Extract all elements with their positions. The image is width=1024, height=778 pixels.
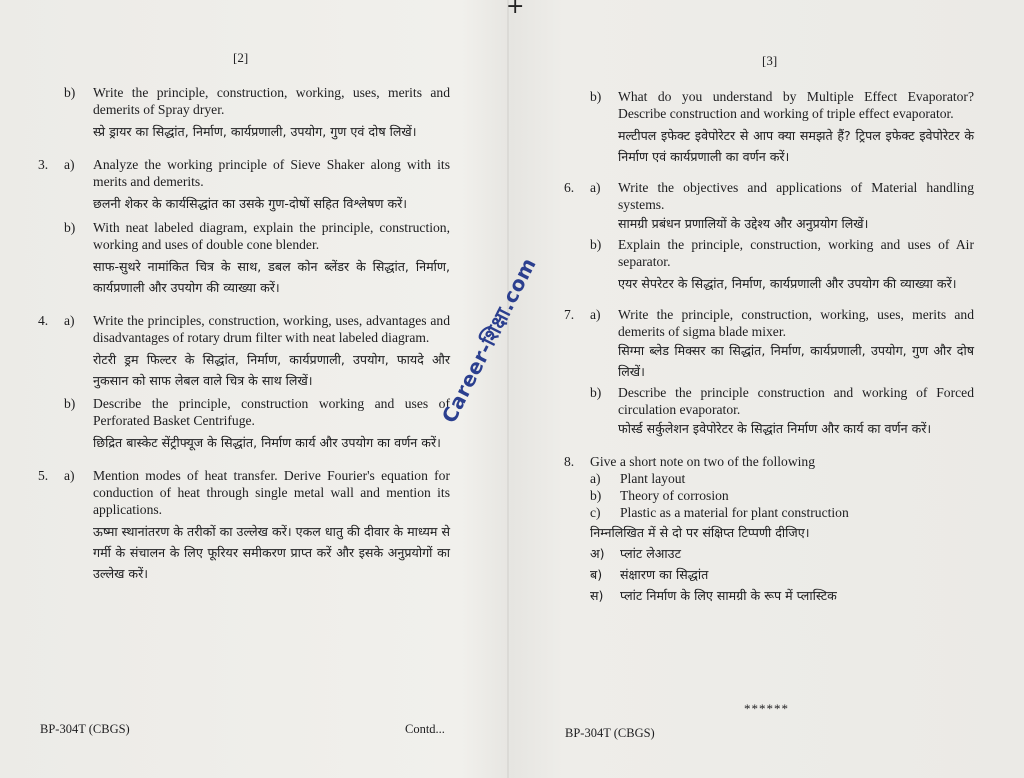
item-text: संक्षारण का सिद्धांत [620, 567, 709, 582]
question-5b [562, 88, 974, 167]
question-text-en: Give a short note on two of the following [590, 454, 816, 469]
question-5a [38, 467, 450, 584]
question-number: 3. [38, 157, 49, 172]
left-footer-contd: Contd... [405, 722, 445, 736]
question-label: b) [590, 89, 602, 104]
question-label: b) [590, 385, 602, 400]
item-label: ब) [590, 567, 603, 582]
list-item [590, 543, 974, 564]
question-text-en: Write the principles, construction, working, uses, advantages and disadvantages of rotary drum filter with neat labeled diagram. [93, 313, 450, 345]
question-text-en: Describe the principle, construction working and uses of Perforated Basket Centrifuge. [93, 396, 450, 428]
question-number: 4. [38, 313, 49, 328]
right-page-number: [3] [762, 53, 778, 68]
question-label: a) [590, 180, 601, 195]
list-item [590, 470, 974, 487]
item-text: Theory of corrosion [620, 488, 729, 503]
list-item [590, 487, 974, 504]
option-list-hi [590, 543, 974, 606]
question-text-hi: सामग्री प्रबंधन प्रणालियों के उद्देश्य और अनुप्रयोग लिखें। [618, 216, 869, 231]
list-item [590, 585, 974, 606]
question-3b [38, 219, 450, 298]
question-number: 8. [564, 454, 575, 469]
question-4b [38, 395, 450, 453]
question-text-en: Describe the principle construction and working of Forced circulation evaporator. [618, 385, 974, 417]
question-7b [562, 384, 974, 439]
question-text-en: Write the objectives and applications of Material handling systems. [618, 180, 974, 212]
question-2b [38, 84, 450, 142]
question-6a [562, 179, 974, 234]
question-number: 7. [564, 307, 575, 322]
question-label: b) [64, 396, 76, 411]
question-text-en: What do you understand by Multiple Effect Evaporator? Describe construction and working of triple effect evaporator. [618, 89, 974, 121]
item-label: b) [590, 488, 602, 503]
right-page-content [562, 88, 974, 606]
item-text: Plant layout [620, 471, 686, 486]
question-label: b) [590, 237, 602, 252]
question-text-hi: छिद्रित बास्केट सेंट्रीफ्यूज के सिद्धांत, निर्माण कार्य और उपयोग का वर्णन करें। [93, 435, 441, 450]
question-label: a) [590, 307, 601, 322]
option-list-en [590, 470, 974, 521]
question-text-hi: साफ-सुथरे नामांकित चित्र के साथ, डबल कोन ब्लेंडर के सिद्धांत, निर्माण, कार्यप्रणाली और उपयोग की व्याख्या करें। [93, 259, 450, 295]
registration-mark: + [506, 0, 525, 19]
item-label: a) [590, 471, 601, 486]
question-label: b) [64, 220, 76, 235]
left-page-number: [2] [233, 50, 249, 65]
question-number: 5. [38, 468, 49, 483]
question-text-hi: फोर्स्ड सर्कुलेशन इवेपोरेटर के सिद्धांत निर्माण और कार्य का वर्णन करें। [618, 421, 932, 436]
list-item [590, 564, 974, 585]
right-footer-code: BP-304T (CBGS) [565, 726, 655, 740]
watermark-text: Career-शिक्षा.com [436, 253, 541, 427]
page-fold [507, 0, 509, 778]
question-text-en: Write the principle, construction, working, uses, merits and demerits of Spray dryer. [93, 85, 450, 117]
item-label: c) [590, 505, 601, 520]
list-item [590, 504, 974, 521]
question-text-hi: रोटरी ड्रम फिल्टर के सिद्धांत, निर्माण, कार्यप्रणाली, उपयोग, फायदे और नुकसान को साफ लेबल वाले चित्र के साथ लिखें। [93, 352, 450, 388]
item-label: अ) [590, 546, 605, 561]
question-text-hi: एयर सेपरेटर के सिद्धांत, निर्माण, कार्यप्रणाली और उपयोग की व्याख्या करें। [618, 276, 957, 291]
question-text-hi: स्प्रे ड्रायर का सिद्धांत, निर्माण, कार्यप्रणाली, उपयोग, गुण एवं दोष लिखें। [93, 124, 417, 139]
end-of-paper-mark: ****** [744, 701, 789, 716]
question-text-en: Analyze the working principle of Sieve Shaker along with its merits and demerits. [93, 157, 450, 189]
question-text-en: Mention modes of heat transfer. Derive Fourier's equation for conduction of heat through single metal wall and mention its applications. [93, 468, 450, 517]
left-page-content [38, 84, 450, 584]
question-label: a) [64, 157, 75, 172]
question-text-hi: मल्टीपल इफेक्ट इवेपोरेटर से आप क्या समझते हैं? ट्रिपल इफेक्ट इवेपोरेटर के निर्माण एवं कार्यप्रणाली का वर्णन करें। [618, 128, 974, 164]
question-3a [38, 156, 450, 214]
item-text: प्लांट निर्माण के लिए सामग्री के रूप में प्लास्टिक [620, 588, 837, 603]
question-label: a) [64, 313, 75, 328]
question-text-hi: निम्नलिखित में से दो पर संक्षिप्त टिप्पणी दीजिए। [590, 525, 810, 540]
question-text-en: Explain the principle, construction, working and uses of Air separator. [618, 237, 974, 269]
question-6b [562, 236, 974, 294]
question-label: b) [64, 85, 76, 100]
question-text-hi: छलनी शेकर के कार्यसिद्धांत का उसके गुण-दोषों सहित विश्लेषण करें। [93, 196, 408, 211]
question-text-en: Write the principle, construction, working, uses, merits and demerits of sigma blade mixer. [618, 307, 974, 339]
question-text-hi: ऊष्मा स्थानांतरण के तरीकों का उल्लेख करें। एकल धातु की दीवार के माध्यम से गर्मी के संचालन के लिए फूरियर समीकरण प्राप्त करें और इसके अनुप्रयोगों का उल्लेख करें। [93, 524, 450, 581]
item-text: Plastic as a material for plant construction [620, 505, 849, 520]
question-4a [38, 312, 450, 391]
question-text-hi: सिग्मा ब्लेड मिक्सर का सिद्धांत, निर्माण, कार्यप्रणाली, उपयोग, गुण और दोष लिखें। [618, 343, 974, 379]
question-7a [562, 306, 974, 382]
item-label: स) [590, 588, 604, 603]
item-text: प्लांट लेआउट [620, 546, 681, 561]
question-8 [562, 453, 974, 606]
left-footer-code: BP-304T (CBGS) [40, 722, 130, 736]
question-number: 6. [564, 180, 575, 195]
question-text-en: With neat labeled diagram, explain the principle, construction, working and uses of double cone blender. [93, 220, 450, 252]
question-label: a) [64, 468, 75, 483]
